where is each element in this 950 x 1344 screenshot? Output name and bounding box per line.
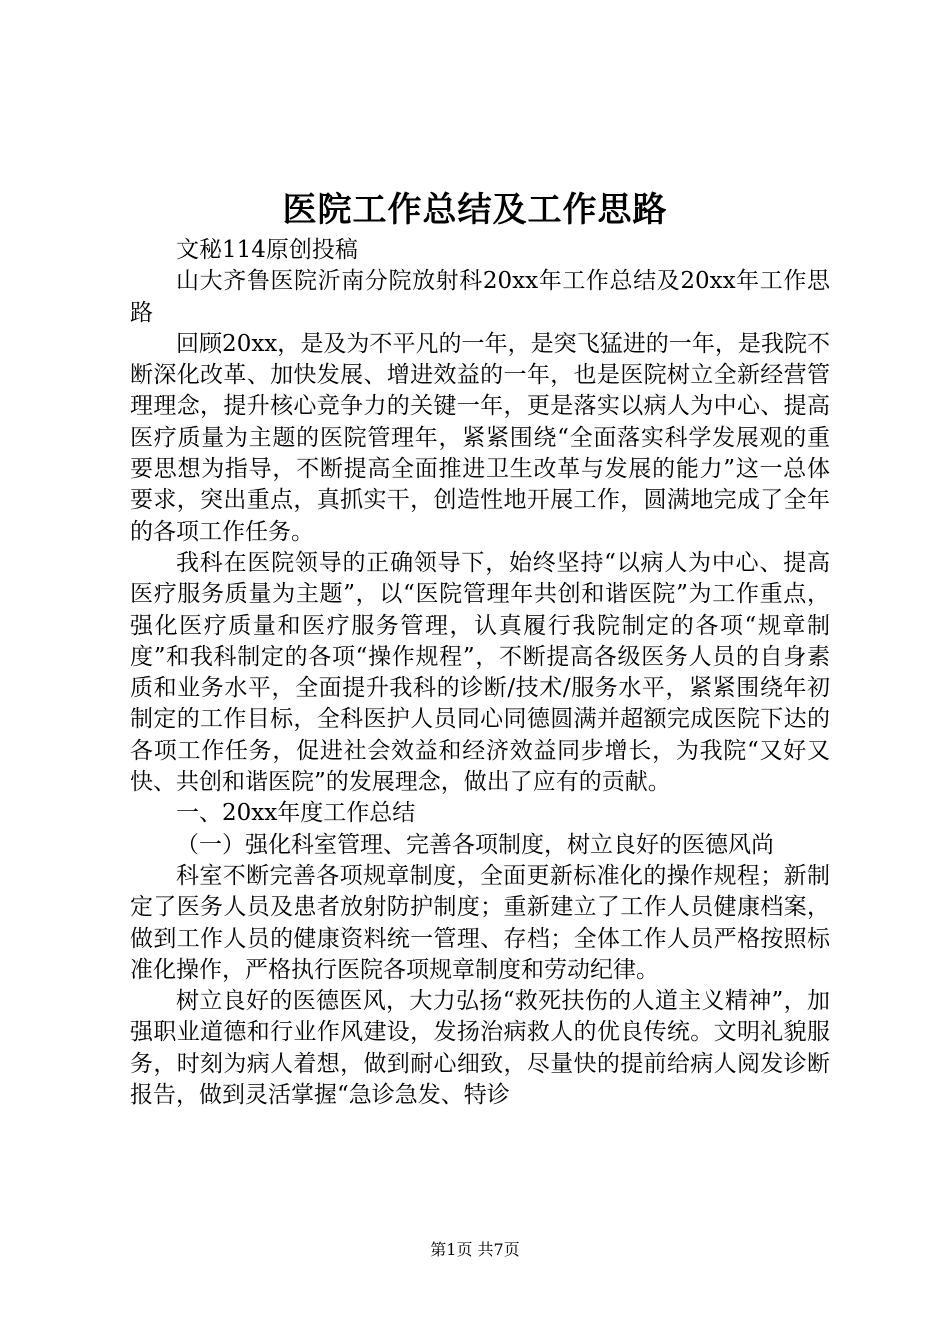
document-body — [130, 235, 830, 1111]
paragraph-review: 回顾20xx，是及为不平凡的一年，是突飞猛进的一年，是我院不断深化改革、加快发展、增进效益的一年，也是医院树立全新经营管理理念，提升核心竞争力的关键一年，更是落实以病人为中心、提高医疗质量为主题的医院管理年，紧紧围绕“全面落实科学发展观的重要思想为指导，不断提高全面推进卫生改革与发展的能力”这一总体要求，突出重点，真抓实干，创造性地开展工作，圆满地完成了全年的各项工作任务。 — [130, 330, 830, 545]
paragraph-department: 我科在医院领导的正确领导下，始终坚持“以病人为中心、提高医疗服务质量为主题”，以“医院管理年共创和谐医院”为工作重点，强化医疗质量和医疗服务管理，认真履行我院制定的各项“规章制度”和我科制定的各项“操作规程”，不断提高各级医务人员的自身素质和业务水平，全面提升我科的诊断/技术/服务水平，紧紧围绕年初制定的工作目标，全科医护人员同心同德圆满并超额完成医院下达的各项工作任务，促进社会效益和经济效益同步增长，为我院“又好又快、共创和谐医院”的发展理念，做出了应有的贡献。 — [130, 549, 830, 796]
document-title: 医院工作总结及工作思路 — [282, 190, 668, 230]
subsection-heading: （一）强化科室管理、完善各项制度，树立良好的医德风尚 — [176, 831, 774, 858]
paragraph-ethics: 树立良好的医德医风，大力弘扬“救死扶伤的人道主义精神”，加强职业道德和行业作风建设，发扬治病救人的优良传统。文明礼貌服务，时刻为病人着想，做到耐心细致，尽量快的提前给病人阅发诊断报告，做到灵活掌握“急诊急发、特诊 — [130, 988, 830, 1109]
page-number: 第1页 共7页 — [430, 1240, 520, 1259]
paragraph-rules: 科室不断完善各项规章制度，全面更新标准化的操作规程；新制定了医务人员及患者放射防护制度；重新建立了工作人员健康档案，做到工作人员的健康资料统一管理、存档；全体工作人员严格按照标准化操作，严格执行医院各项规章制度和劳动纪律。 — [130, 862, 830, 983]
paragraph-byline: 文秘114原创投稿 — [176, 237, 358, 263]
paragraph-subtitle: 山大齐鲁医院沂南分院放射科20xx年工作总结及20xx年工作思路 — [130, 268, 830, 326]
section-heading: 一、20xx年度工作总结 — [176, 800, 416, 827]
